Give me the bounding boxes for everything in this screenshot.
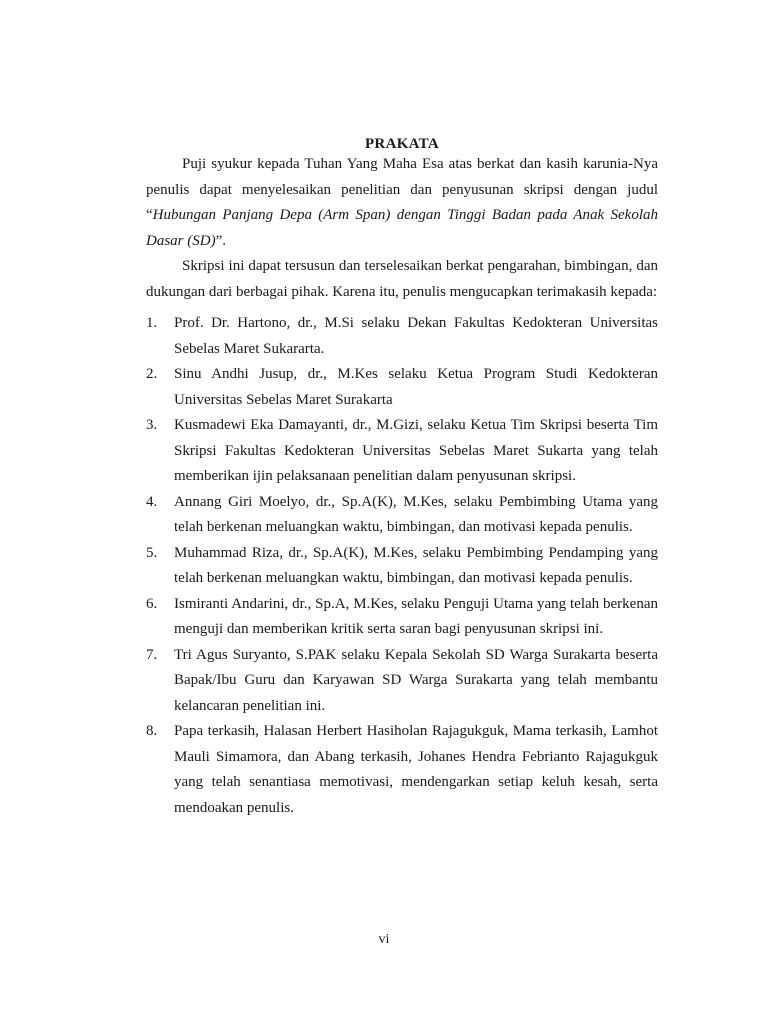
list-item — [146, 719, 658, 821]
acknowledgement-list — [146, 311, 658, 821]
thanks-paragraph: Skripsi ini dapat tersusun dan terselesaikan berkat pengarahan, bimbingan, dan dukungan dari berbagai pihak. Karena itu, penulis mengucapkan terimakasih kepada: — [146, 258, 658, 300]
thesis-title: Hubungan Panjang Depa (Arm Span) dengan Tinggi Badan pada Anak Sekolah Dasar (SD) — [146, 207, 658, 249]
list-item-number: 5. — [146, 544, 158, 561]
page-number: vi — [378, 932, 390, 947]
list-item-text: Annang Giri Moelyo, dr., Sp.A(K), M.Kes, selaku Pembimbing Utama yang telah berkenan meluangkan waktu, bimbingan, dan motivasi kepada penulis. — [174, 493, 658, 535]
list-item-number: 3. — [146, 417, 158, 433]
list-item-number: 2. — [146, 366, 158, 382]
list-item-text: Sinu Andhi Jusup, dr., M.Kes selaku Ketua Program Studi Kedokteran Universitas Sebelas Maret Surakarta — [174, 366, 658, 408]
list-item-number: 8. — [146, 723, 158, 739]
list-item-text: Tri Agus Suryanto, S.PAK selaku Kepala Sekolah SD Warga Surakarta beserta Bapak/Ibu Guru dan Karyawan SD Warga Surakarta yang telah membantu kelancaran penelitian ini. — [174, 646, 658, 714]
intro-text: Puji syukur kepada Tuhan Yang Maha Esa atas berkat dan kasih karunia-Nya penulis dapat menyelesaikan penelitian dan penyusunan skripsi dengan judul “ — [146, 156, 658, 223]
page-title: PRAKATA — [364, 136, 440, 152]
list-item-text: Ismiranti Andarini, dr., Sp.A, M.Kes, selaku Penguji Utama yang telah berkenan menguji dan memberikan kritik serta saran bagi penyusunan skripsi ini. — [174, 595, 658, 637]
list-item — [146, 541, 658, 592]
list-item-text: Papa terkasih, Halasan Herbert Hasiholan Rajagukguk, Mama terkasih, Lamhot Mauli Simamora, dan Abang terkasih, Johanes Hendra Febrianto Rajagukguk yang telah senantiasa memotivasi, mendengarkan setiap keluh kesah, serta mendoakan penulis. — [174, 723, 658, 816]
list-item-text: Kusmadewi Eka Damayanti, dr., M.Gizi, selaku Ketua Tim Skripsi beserta Tim Skripsi Fakultas Kedokteran Universitas Sebelas Maret Sukarta yang telah memberikan ijin pelaksanaan penelitian dalam penyusunan skripsi. — [174, 417, 658, 484]
intro-paragraph — [146, 152, 658, 254]
list-item-number: 1. — [146, 315, 158, 331]
list-item — [146, 490, 658, 541]
list-item — [146, 362, 658, 413]
list-item-number: 6. — [146, 595, 158, 612]
document-body — [146, 152, 658, 821]
list-item-text: Muhammad Riza, dr., Sp.A(K), M.Kes, selaku Pembimbing Pendamping yang telah berkenan meluangkan waktu, bimbingan, dan motivasi kepada penulis. — [174, 544, 658, 586]
list-item-text: Prof. Dr. Hartono, dr., M.Si selaku Dekan Fakultas Kedokteran Universitas Sebelas Maret Sukararta. — [174, 315, 658, 357]
list-item — [146, 413, 658, 490]
list-item-number: 4. — [146, 493, 158, 510]
list-item — [146, 311, 658, 362]
list-item-number: 7. — [146, 646, 158, 663]
list-item — [146, 643, 658, 720]
list-item — [146, 592, 658, 643]
intro-closing: ”. — [215, 232, 227, 249]
